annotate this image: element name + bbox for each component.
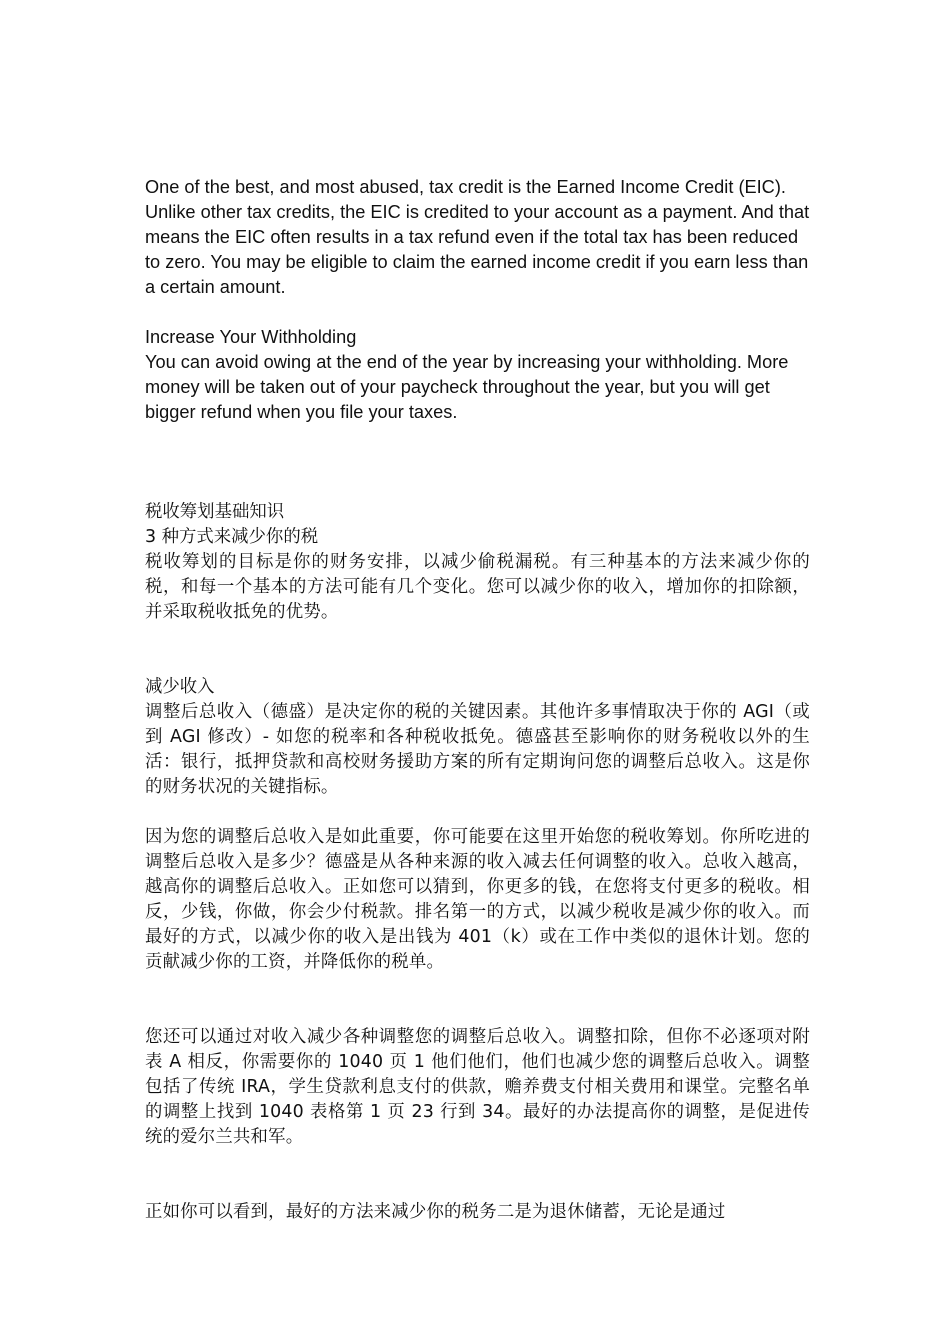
withholding-paragraph: You can avoid owing at the end of the year by increasing your withholding. More money will be taken out of your paycheck throughout the year, but you will get bigger refund when you file your taxes. [145, 352, 789, 422]
zh-intro-paragraph: 税收筹划的目标是你的财务安排，以减少偷税漏税。有三种基本的方法来减少你的税，和每一个基本的方法可能有几个变化。您可以减少你的收入，增加你的扣除额，并采取税收抵免的优势。 [145, 552, 810, 622]
withholding-heading: Increase Your Withholding [145, 327, 357, 347]
section-gap [145, 625, 810, 675]
zh-section-title: 税收筹划基础知识 [145, 502, 285, 522]
adjustments-paragraph: 您还可以通过对收入减少各种调整您的调整后总收入。调整扣除，但你不必逐项对附表 A 相反，你需要你的 1040 页 1 他们他们，他们也减少您的调整后总收入。调整包括了传统 IRA，学生贷款利息支付的供款，赡养费支付相关费用和课堂。完整名单的调整上找到 1040 表格第 1 页 23 行到 34。最好的办法提高你的调整，是促进传统的爱尔兰共和军。 [145, 1027, 810, 1147]
paragraph-gap [145, 1150, 810, 1200]
eic-paragraph: One of the best, and most abused, tax credit is the Earned Income Credit (EIC). Unlike other tax credits, the EIC is credited to your account as a payment. And that means the EIC often results in a tax refund even if the total tax has been reduced to zero. You may be eligible to claim the earned income credit if you earn less than a certain amount. [145, 177, 810, 297]
zh-section-subtitle: 3 种方式来减少你的税 [145, 527, 319, 547]
closing-fragment: 正如你可以看到，最好的方法来减少你的税务二是为退休储蓄，无论是通过 [145, 1202, 726, 1222]
section-gap [145, 425, 810, 500]
paragraph-gap [145, 975, 810, 1025]
start-planning-paragraph: 因为您的调整后总收入是如此重要，你可能要在这里开始您的税收筹划。你所吃进的调整后总收入是多少？德盛是从各种来源的收入减去任何调整的收入。总收入越高，越高你的调整后总收入。正如您可以猜到，你更多的钱，在您将支付更多的税收。相反，少钱，你做，你会少付税款。排名第一的方式，以减少税收是减少你的收入。而最好的方式，以减少你的收入是出钱为 401（k）或在工作中类似的退休计划。您的贡献减少你的工资，并降低你的税单。 [145, 827, 810, 972]
document-body [145, 175, 810, 1225]
reduce-income-heading: 减少收入 [145, 677, 215, 697]
paragraph-gap [145, 800, 810, 825]
agi-paragraph: 调整后总收入（德盛）是决定你的税的关键因素。其他许多事情取决于你的 AGI（或到 AGI 修改）- 如您的税率和各种税收抵免。德盛甚至影响你的财务税收以外的生活：银行，抵押贷款和高校财务援助方案的所有定期询问您的调整后总收入。这是你的财务状况的关键指标。 [145, 702, 810, 797]
paragraph-gap [145, 300, 810, 325]
